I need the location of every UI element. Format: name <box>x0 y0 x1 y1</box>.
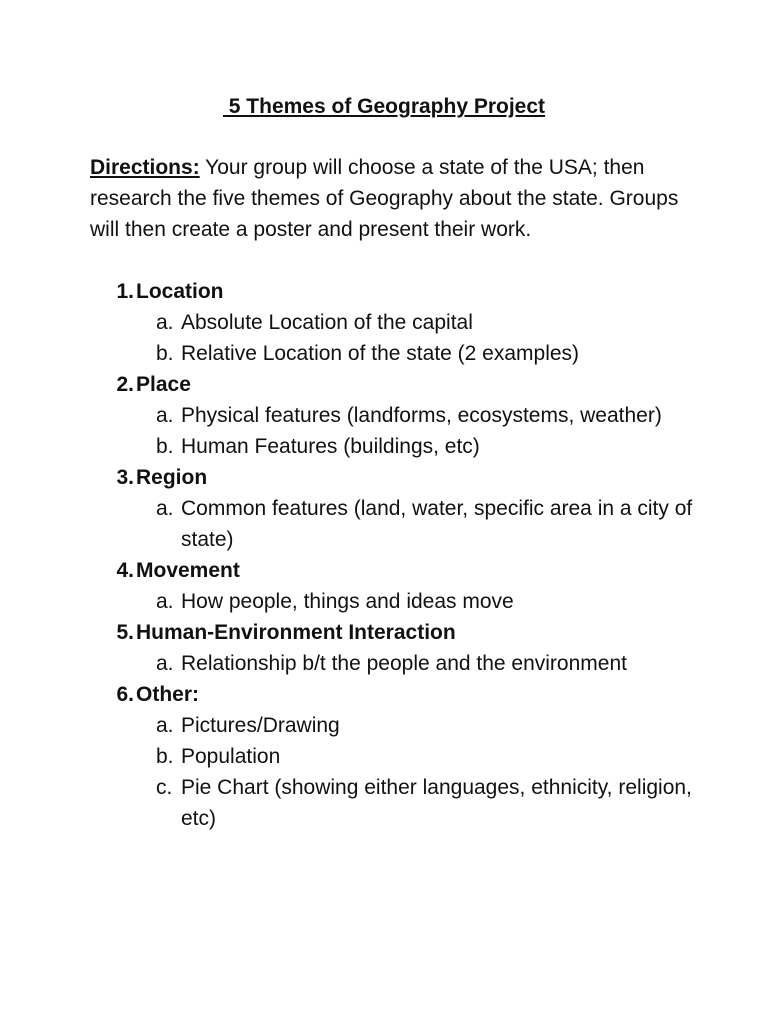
sub-item-letter: a. <box>156 311 174 334</box>
item-label: Region <box>136 466 208 489</box>
sub-item <box>90 648 700 679</box>
sub-item <box>90 338 700 369</box>
directions-paragraph <box>90 152 690 245</box>
list-item <box>90 679 700 834</box>
sub-item-text: Pie Chart (showing either languages, ethnicity, religion, etc) <box>181 776 692 830</box>
sub-item-letter: a. <box>156 590 174 613</box>
sub-item-text: How people, things and ideas move <box>181 590 514 613</box>
list-item <box>90 276 700 369</box>
sub-item <box>90 431 700 462</box>
item-number: 2. <box>116 373 134 396</box>
sub-item-text: Population <box>181 745 281 768</box>
item-label: Location <box>136 280 224 303</box>
item-label: Place <box>136 373 191 396</box>
theme-heading <box>90 462 700 493</box>
theme-heading <box>90 369 700 400</box>
item-number: 3. <box>116 466 134 489</box>
directions-text: Your group will choose a state of the USA; then research the five themes of Geography about the state. Groups will then create a poster and present their work. <box>90 156 679 241</box>
sub-item-letter: b. <box>156 745 174 768</box>
sub-item <box>90 741 700 772</box>
item-label: Human-Environment Interaction <box>136 621 456 644</box>
themes-list <box>90 276 700 834</box>
sub-item-text: Relative Location of the state (2 examples) <box>181 342 580 365</box>
item-number: 4. <box>116 559 134 582</box>
sub-item <box>90 493 700 555</box>
item-label: Other: <box>136 683 199 706</box>
page-title: 5 Themes of Geography Project <box>222 95 546 118</box>
sub-item <box>90 307 700 338</box>
sub-item-text: Pictures/Drawing <box>181 714 340 737</box>
sub-item-text: Common features (land, water, specific area in a city of state) <box>181 497 693 551</box>
theme-heading <box>90 617 700 648</box>
sub-item <box>90 400 700 431</box>
list-item <box>90 617 700 679</box>
sub-item-text: Physical features (landforms, ecosystems, weather) <box>181 404 662 427</box>
theme-heading <box>90 276 700 307</box>
sub-item-letter: c. <box>156 776 173 799</box>
theme-heading <box>90 679 700 710</box>
item-number: 1. <box>116 280 134 303</box>
sub-item-text: Relationship b/t the people and the environment <box>181 652 627 675</box>
directions-label: Directions: <box>90 156 200 179</box>
sub-item <box>90 710 700 741</box>
sub-item <box>90 772 700 834</box>
sub-item-letter: b. <box>156 342 174 365</box>
item-number: 5. <box>116 621 134 644</box>
theme-heading <box>90 555 700 586</box>
sub-item-letter: a. <box>156 652 174 675</box>
sub-item-letter: a. <box>156 714 174 737</box>
sub-item-letter: a. <box>156 404 174 427</box>
sub-item-text: Absolute Location of the capital <box>181 311 473 334</box>
sub-item <box>90 586 700 617</box>
list-item <box>90 555 700 617</box>
list-item <box>90 462 700 555</box>
sub-item-letter: b. <box>156 435 174 458</box>
sub-item-text: Human Features (buildings, etc) <box>181 435 480 458</box>
list-item <box>90 369 700 462</box>
sub-item-letter: a. <box>156 497 174 520</box>
item-number: 6. <box>116 683 134 706</box>
item-label: Movement <box>136 559 240 582</box>
